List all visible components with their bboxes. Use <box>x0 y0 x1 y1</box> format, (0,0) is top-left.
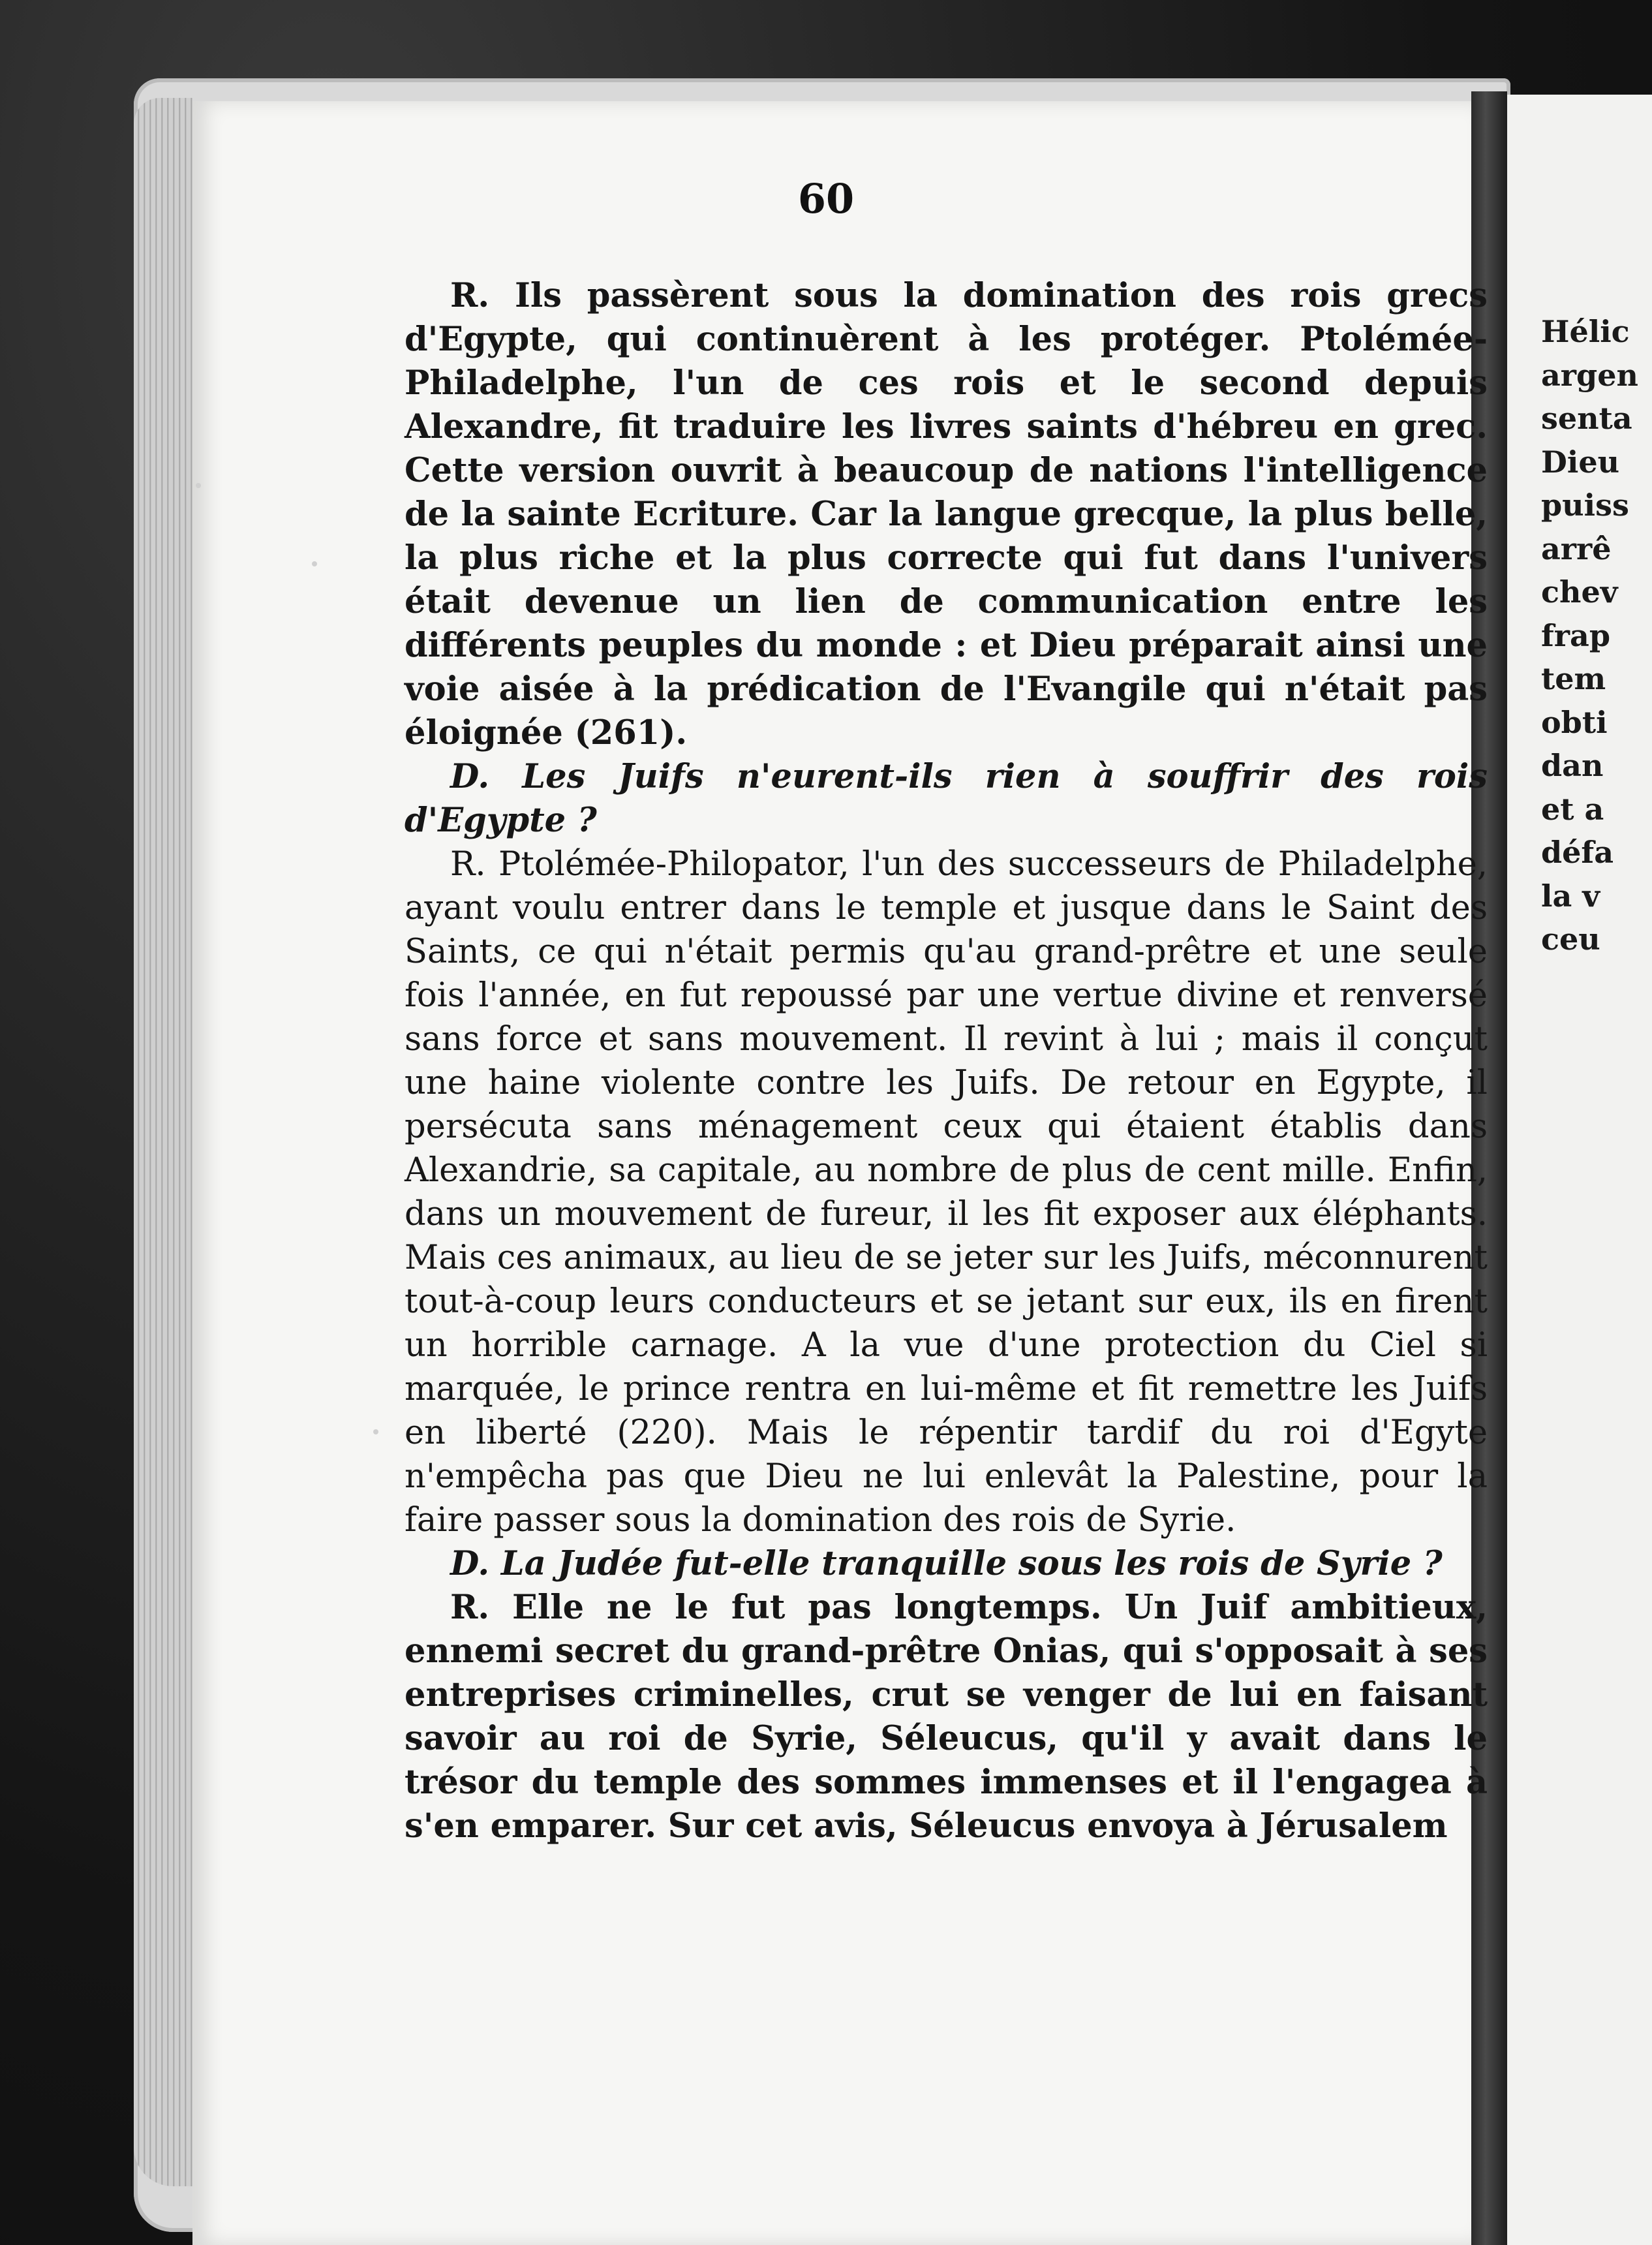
right-line: la v <box>1541 878 1600 914</box>
right-line: défa <box>1541 835 1614 870</box>
right-line: ceu <box>1541 921 1600 957</box>
answer-paragraph: R. Ils passèrent sous la domination des rois grecs d'Egypte, qui continuèrent à les protéger. Ptolémée-Philadelphe, l'un de ces rois et le second depuis Alexandre, fit traduire les livres saints d'hébreu en grec. Cette version ouvrit à beaucoup de nations l'intelligence de la sainte Ecriture. Car la langue grecque, la plus belle, la plus riche et la plus correcte qui fut dans l'univers était devenue un lien de communication entre les différents peuples du monde : et Dieu préparait ainsi une voie aisée à la prédication de l'Evangile qui n'était pas éloignée (261). <box>405 276 1488 752</box>
right-line: obti <box>1541 704 1608 740</box>
right-line: arrê <box>1541 531 1612 566</box>
right-line: tem <box>1541 661 1606 696</box>
right-line: Hélic <box>1541 314 1630 349</box>
right-page-fragment <box>1507 95 1652 2245</box>
right-line: frap <box>1541 617 1610 653</box>
speck <box>196 483 201 488</box>
right-line: senta <box>1541 401 1632 436</box>
right-line: argen <box>1541 357 1638 393</box>
body-text <box>405 274 1488 1848</box>
page-number: 60 <box>797 175 855 223</box>
right-page-text <box>1541 310 1638 961</box>
speck <box>373 1429 378 1434</box>
answer-paragraph: R. Elle ne le fut pas longtemps. Un Juif ambitieux, ennemi secret du grand-prêtre Onias, qui s'opposait à ses entreprises criminelles, crut se venger de lui en faisant savoir au roi de Syrie, Séleucus, qu'il y avait dans le trésor du temple des sommes immenses et il l'engagea à s'en emparer. Sur cet avis, Séleucus envoya à Jérusalem <box>405 1588 1488 1846</box>
right-line: dan <box>1541 748 1604 783</box>
speck <box>312 561 317 566</box>
right-line: puiss <box>1541 488 1629 523</box>
question-heading: D. La Judée fut-elle tranquille sous les rois de Syrie ? <box>450 1544 1443 1583</box>
answer-paragraph: R. Ptolémée-Philopator, l'un des successeurs de Philadelphe, ayant voulu entrer dans le temple et jusque dans le Saint des Saints, ce qui n'était permis qu'au grand-prêtre et une seule fois l'année, en fut repoussé par une vertue divine et renversé sans force et sans mouvement. Il revint à lui ; mais il conçut une haine violente contre les Juifs. De retour en Egypte, il persécuta sans ménagement ceux qui étaient établis dans Alexandrie, sa capitale, au nombre de plus de cent mille. Enfin, dans un mouvement de fureur, il les fit exposer aux éléphants. Mais ces animaux, au lieu de se jeter sur les Juifs, méconnurent tout-à-coup leurs conducteurs et se jetant sur eux, ils en firent un horrible carnage. A la vue d'une protection du Ciel si marquée, le prince rentra en lui-même et fit remettre les Juifs en liberté (220). Mais le répentir tardif du roi d'Egyte n'empêcha pas que Dieu ne lui enlevât la Palestine, pour la faire passer sous la domination des rois de Syrie. <box>405 845 1488 1540</box>
right-line: chev <box>1541 574 1618 610</box>
question-heading: D. Les Juifs n'eurent-ils rien à souffrir des rois d'Egypte ? <box>405 757 1488 840</box>
page-edges <box>134 98 192 2186</box>
right-line: et a <box>1541 791 1604 827</box>
right-line: Dieu <box>1541 444 1620 480</box>
